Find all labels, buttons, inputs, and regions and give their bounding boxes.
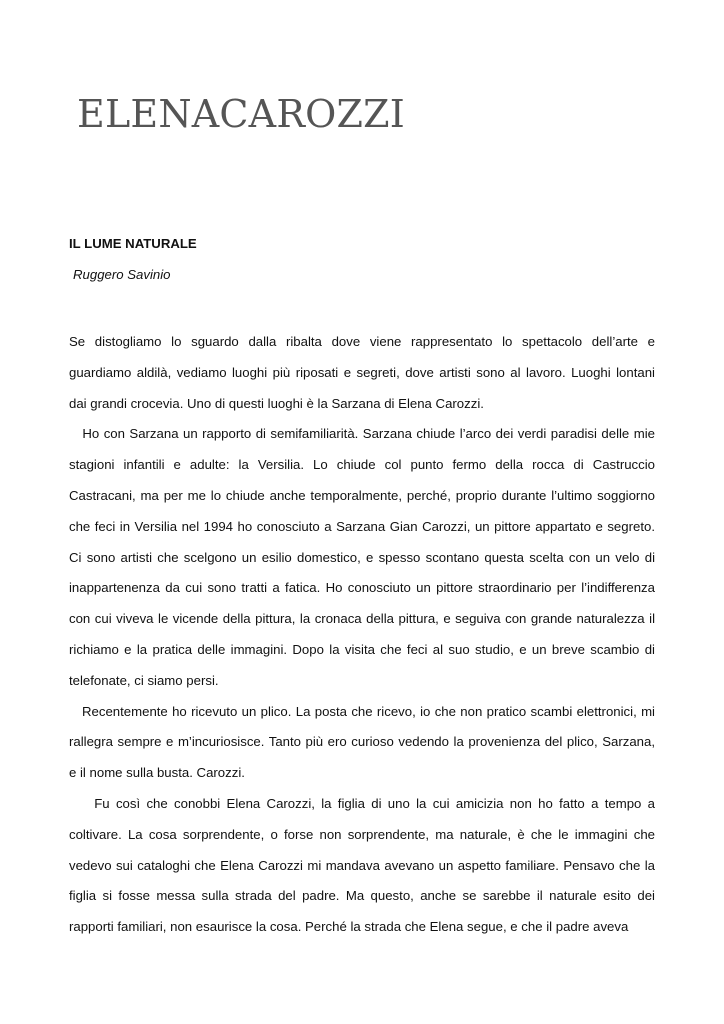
artist-name-heading: ELENACAROZZI <box>77 92 405 136</box>
paragraph <box>69 697 655 789</box>
article-author: Ruggero Savinio <box>73 267 171 282</box>
paragraph <box>69 419 655 696</box>
paragraph <box>69 327 655 419</box>
text-line: Castracani, ma per me lo chiude anche temporalmente, perché, proprio durante l’ultimo soggiorno <box>69 487 655 503</box>
text-line: e il nome sulla busta. Carozzi. <box>69 765 245 781</box>
text-line: Fu così che conobbi Elena Carozzi, la figlia di uno la cui amicizia non ho fatto a tempo a <box>69 795 656 811</box>
text-line: vedevo sui cataloghi che Elena Carozzi mi mandava avevano un aspetto familiare. Pensavo che la <box>69 857 655 873</box>
text-line: Se distogliamo lo sguardo dalla ribalta dove viene rappresentato lo spettacolo dell’arte e <box>69 334 655 349</box>
text-line: inappartenenza da cui sono tratti a fatica. Ho conosciuto un pittore straordinario per l’indifferenza <box>69 580 655 596</box>
article-body <box>69 327 655 943</box>
article-title: IL LUME NATURALE <box>69 236 197 251</box>
text-line: richiamo e la pratica delle immagini. Dopo la visita che feci al suo studio, e un breve scambio di <box>69 641 655 657</box>
text-line: guardiamo aldilà, vediamo luoghi più riposati e segreti, dove artisti sono al lavoro. Luoghi lontani <box>69 364 655 380</box>
text-line: figlia si fosse messa sulla strada del padre. Ma questo, anche se sarebbe il naturale esito dei <box>69 888 655 904</box>
text-line: Ci sono artisti che scelgono un esilio domestico, e spesso scontano questa scelta con un velo di <box>69 549 655 565</box>
text-line: dai grandi crocevia. Uno di questi luoghi è la Sarzana di Elena Carozzi. <box>69 395 484 411</box>
text-line: Ho con Sarzana un rapporto di semifamiliarità. Sarzana chiude l’arco dei verdi paradisi delle mie <box>69 426 655 442</box>
text-line: telefonate, ci siamo persi. <box>69 672 219 688</box>
paragraph <box>69 789 655 943</box>
text-line: rallegra sempre e m’incuriosisce. Tanto più ero curioso vedendo la provenienza del plico, Sarzana, <box>69 734 655 750</box>
text-line: Recentemente ho ricevuto un plico. La posta che ricevo, io che non pratico scambi elettronici, mi <box>69 703 655 719</box>
text-line: stagioni infantili e adulte: la Versilia. Lo chiude col punto fermo della rocca di Castruccio <box>69 457 655 473</box>
text-line: rapporti familiari, non esaurisce la cosa. Perché la strada che Elena segue, e che il padre aveva <box>69 919 629 935</box>
text-line: che feci in Versilia nel 1994 ho conosciuto a Sarzana Gian Carozzi, un pittore appartato e segreto. <box>69 518 655 534</box>
text-line: con cui viveva le vicende della pittura, la cronaca della pittura, e seguiva con grande naturalezza il <box>69 611 655 627</box>
text-line: coltivare. La cosa sorprendente, o forse non sorprendente, ma naturale, è che le immagini che <box>69 826 655 842</box>
